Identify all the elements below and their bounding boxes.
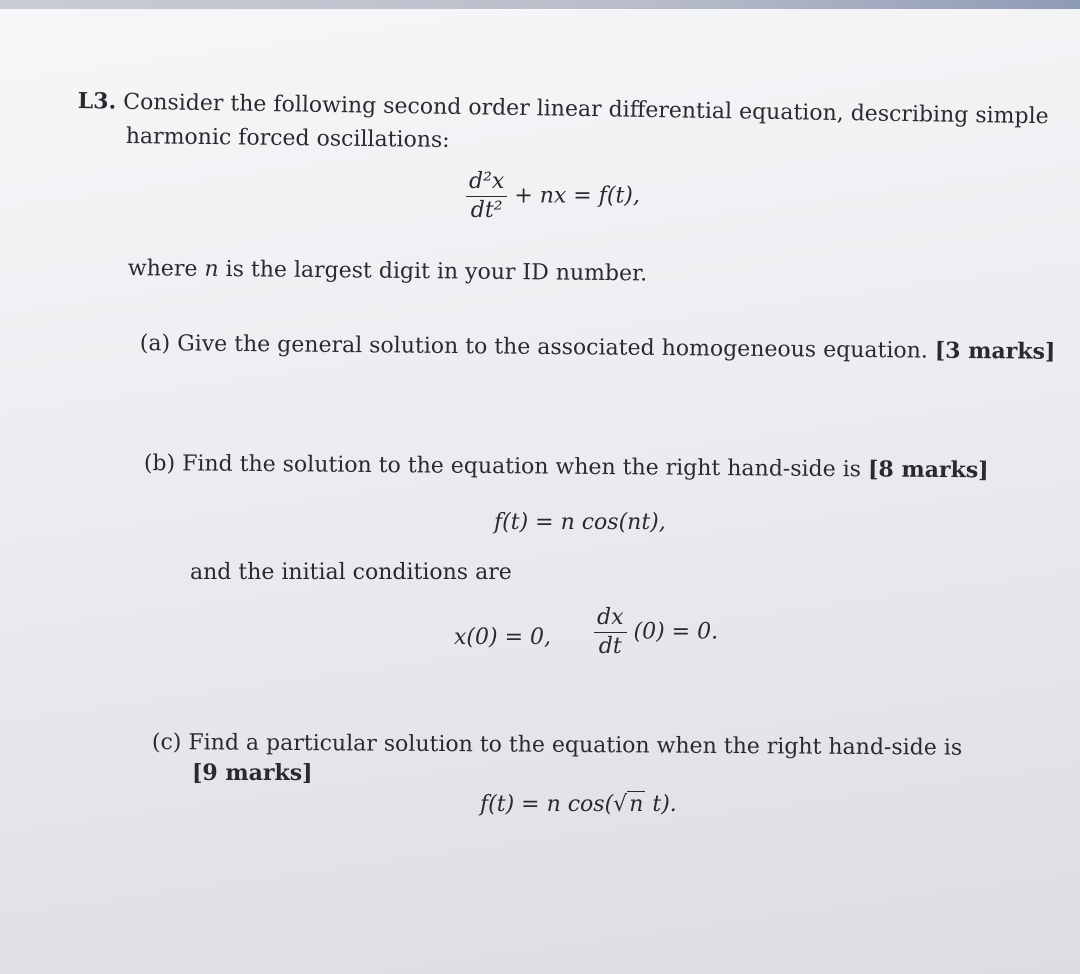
part-c-text: Find a particular solution to the equation when the right hand-side is [188, 730, 963, 761]
fraction-numerator: d²x [469, 169, 505, 194]
where-suffix: is the largest digit in your ID number. [225, 257, 648, 287]
first-derivative-fraction [594, 606, 627, 659]
part-b-label: (b) [143, 450, 176, 477]
part-a [140, 330, 1056, 365]
part-c-forcing-suffix: t). [645, 792, 677, 817]
where-line [128, 256, 648, 286]
part-c [152, 730, 962, 761]
question-intro-line2: harmonic forced oscillations: [125, 124, 450, 153]
fraction-bar [466, 196, 507, 197]
initial-condition-2 [594, 606, 718, 659]
part-a-marks: [3 marks] [934, 337, 1056, 365]
part-c-label: (c) [151, 730, 182, 756]
equation-rhs: + nx = f(t), [514, 183, 640, 209]
question-intro-text: Consider the following second order linear differential equation, describing simple [123, 89, 1049, 130]
dt-denominator: dt [598, 634, 622, 660]
part-c-marks: [9 marks] [192, 760, 313, 786]
question-intro-line1 [78, 88, 1049, 129]
part-b-initial-text: and the initial conditions are [190, 560, 512, 585]
part-c-marks-line [192, 760, 313, 786]
question-number: L3. [77, 88, 117, 115]
where-variable: n [204, 256, 219, 282]
sqrt-argument: n [629, 792, 644, 817]
part-a-text: Give the general solution to the associated homogeneous equation. [177, 331, 928, 364]
second-derivative-fraction [466, 170, 507, 223]
main-equation [466, 170, 640, 223]
part-b-forcing: f(t) = n cos(nt), [494, 510, 666, 535]
part-b-marks: [8 marks] [867, 456, 989, 484]
part-b-text: Find the solution to the equation when the right hand-side is [182, 451, 862, 483]
part-a-label: (a) [139, 330, 171, 357]
fraction-bar [594, 632, 627, 633]
where-prefix: where [127, 256, 198, 282]
sqrt-symbol: √ [613, 792, 628, 817]
part-b [144, 450, 989, 483]
part-c-forcing-prefix: f(t) = n cos( [480, 792, 614, 817]
dx-numerator: dx [597, 605, 624, 630]
initial-condition-2-rest: (0) = 0. [633, 619, 719, 645]
fraction-denominator: dt² [470, 198, 503, 224]
initial-condition-1: x(0) = 0, [454, 625, 551, 650]
part-c-forcing [480, 792, 677, 817]
